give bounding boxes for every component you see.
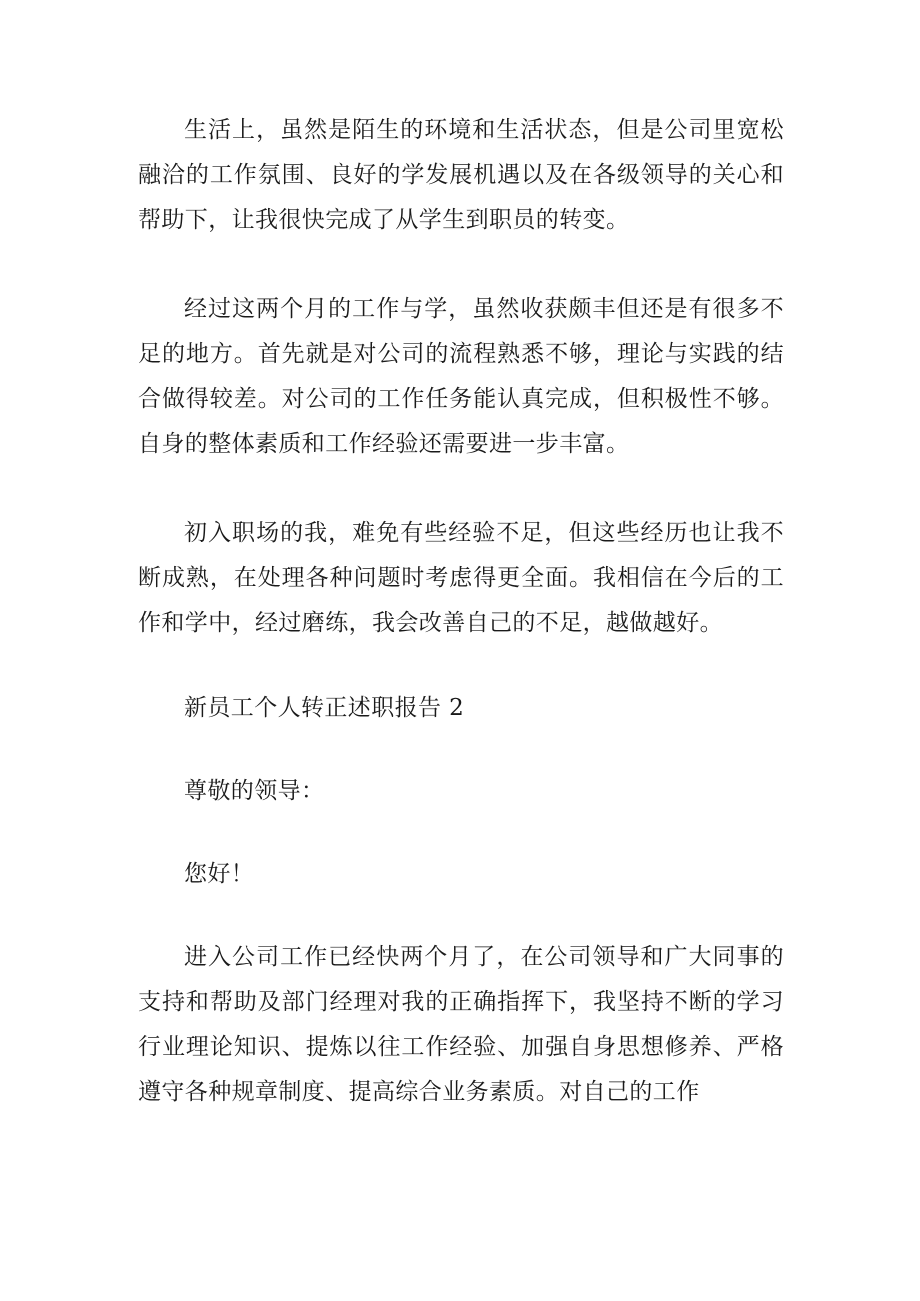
paragraph-intro: 进入公司工作已经快两个月了，在公司领导和广大同事的支持和帮助及部门经理对我的正确指挥下，我坚持不断的学习行业理论知识、提炼以往工作经验、加强自身思想修养、严格遵守各种规章制度、提高综合业务素质。对自己的工作 <box>138 944 784 1105</box>
paragraph-shortcomings: 经过这两个月的工作与学，虽然收获颇丰但还是有很多不足的地方。首先就是对公司的流程熟悉不够，理论与实践的结合做得较差。对公司的工作任务能认真完成，但积极性不够。自身的整体素质和工作经验还需要进一步丰富。 <box>138 296 784 457</box>
greeting: 您好！ <box>184 861 255 887</box>
document-body <box>138 108 784 1115</box>
paragraph-life: 生活上，虽然是陌生的环境和生活状态，但是公司里宽松融洽的工作氛围、良好的学发展机遇以及在各级领导的关心和帮助下，让我很快完成了从学生到职员的转变。 <box>138 117 784 233</box>
section-heading: 新员工个人转正述职报告 2 <box>184 695 465 721</box>
salutation: 尊敬的领导： <box>184 778 325 804</box>
paragraph-growth: 初入职场的我，难免有些经验不足，但这些经历也让我不断成熟，在处理各种问题时考虑得更全面。我相信在今后的工作和学中，经过磨练，我会改善自己的不足，越做越好。 <box>138 520 784 636</box>
